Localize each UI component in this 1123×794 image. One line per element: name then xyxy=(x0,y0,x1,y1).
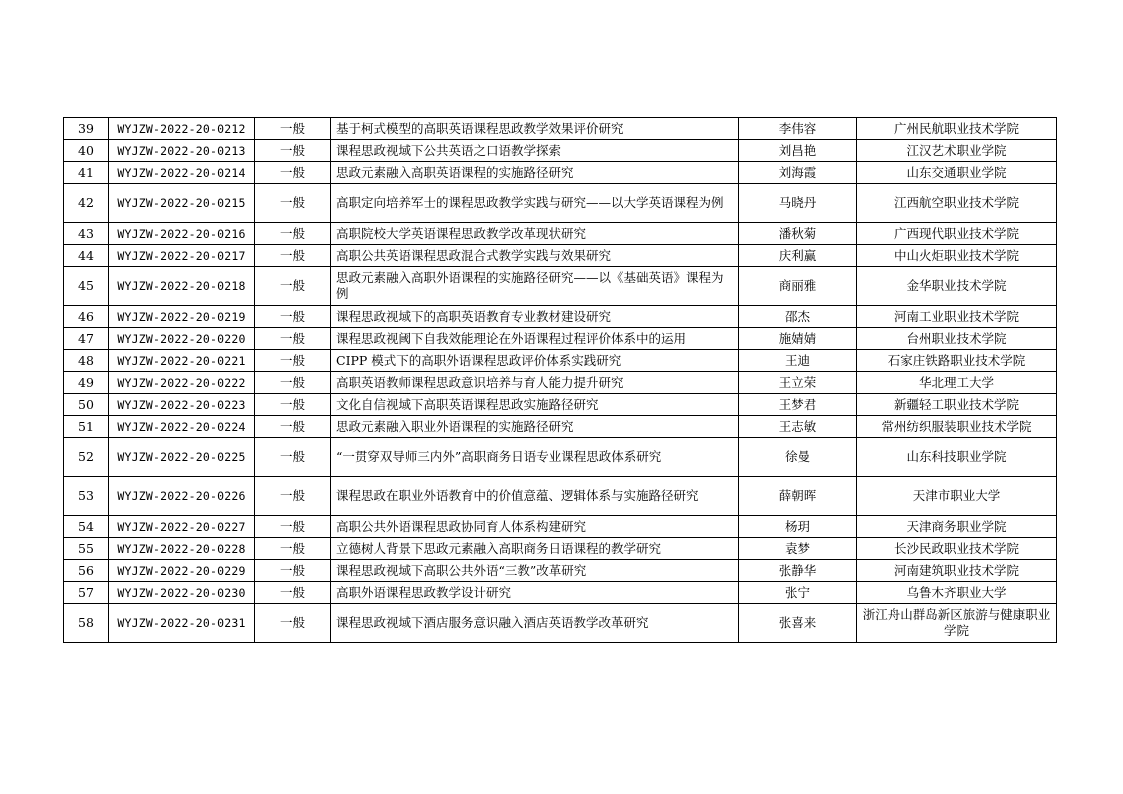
row-number: 47 xyxy=(64,328,109,350)
project-title: 立德树人背景下思政元素融入高职商务日语课程的教学研究 xyxy=(331,538,739,560)
project-institution: 天津商务职业学院 xyxy=(857,516,1057,538)
table-row xyxy=(64,184,1057,223)
project-code: WYJZW-2022-20-0230 xyxy=(109,582,255,604)
project-leader: 施婧婧 xyxy=(739,328,857,350)
project-code: WYJZW-2022-20-0231 xyxy=(109,604,255,643)
row-number: 56 xyxy=(64,560,109,582)
project-leader: 马晓丹 xyxy=(739,184,857,223)
project-institution: 常州纺织服装职业技术学院 xyxy=(857,416,1057,438)
project-institution: 广西现代职业技术学院 xyxy=(857,223,1057,245)
row-number: 54 xyxy=(64,516,109,538)
project-code: WYJZW-2022-20-0224 xyxy=(109,416,255,438)
project-type: 一般 xyxy=(255,306,331,328)
project-leader: 商丽雅 xyxy=(739,267,857,306)
project-type: 一般 xyxy=(255,560,331,582)
project-title: 课程思政视域下公共英语之口语教学探索 xyxy=(331,140,739,162)
project-title: 思政元素融入职业外语课程的实施路径研究 xyxy=(331,416,739,438)
row-number: 50 xyxy=(64,394,109,416)
table-row xyxy=(64,140,1057,162)
row-number: 58 xyxy=(64,604,109,643)
table-row xyxy=(64,267,1057,306)
project-title: 基于柯式模型的高职英语课程思政教学效果评价研究 xyxy=(331,118,739,140)
project-leader: 王志敏 xyxy=(739,416,857,438)
project-type: 一般 xyxy=(255,516,331,538)
project-table-body xyxy=(64,118,1057,643)
project-code: WYJZW-2022-20-0223 xyxy=(109,394,255,416)
project-institution: 浙江舟山群岛新区旅游与健康职业学院 xyxy=(857,604,1057,643)
project-institution: 石家庄铁路职业技术学院 xyxy=(857,350,1057,372)
project-title: 课程思政视域下的高职英语教育专业教材建设研究 xyxy=(331,306,739,328)
project-code: WYJZW-2022-20-0222 xyxy=(109,372,255,394)
project-institution: 山东交通职业学院 xyxy=(857,162,1057,184)
project-code: WYJZW-2022-20-0228 xyxy=(109,538,255,560)
project-code: WYJZW-2022-20-0215 xyxy=(109,184,255,223)
row-number: 42 xyxy=(64,184,109,223)
project-title: 课程思政在职业外语教育中的价值意蕴、逻辑体系与实施路径研究 xyxy=(331,477,739,516)
row-number: 43 xyxy=(64,223,109,245)
project-leader: 邵杰 xyxy=(739,306,857,328)
project-leader: 王立荣 xyxy=(739,372,857,394)
project-type: 一般 xyxy=(255,267,331,306)
project-leader: 张宁 xyxy=(739,582,857,604)
project-leader: 张静华 xyxy=(739,560,857,582)
project-type: 一般 xyxy=(255,394,331,416)
table-row xyxy=(64,118,1057,140)
project-title: 高职院校大学英语课程思政教学改革现状研究 xyxy=(331,223,739,245)
project-leader: 徐曼 xyxy=(739,438,857,477)
project-code: WYJZW-2022-20-0225 xyxy=(109,438,255,477)
table-row xyxy=(64,438,1057,477)
project-code: WYJZW-2022-20-0229 xyxy=(109,560,255,582)
table-row xyxy=(64,416,1057,438)
project-institution: 新疆轻工职业技术学院 xyxy=(857,394,1057,416)
project-leader: 袁梦 xyxy=(739,538,857,560)
row-number: 46 xyxy=(64,306,109,328)
project-institution: 台州职业技术学院 xyxy=(857,328,1057,350)
project-leader: 杨玥 xyxy=(739,516,857,538)
table-row xyxy=(64,306,1057,328)
project-type: 一般 xyxy=(255,372,331,394)
row-number: 51 xyxy=(64,416,109,438)
project-title: 高职公共英语课程思政混合式教学实践与效果研究 xyxy=(331,245,739,267)
project-type: 一般 xyxy=(255,416,331,438)
table-row xyxy=(64,538,1057,560)
project-type: 一般 xyxy=(255,118,331,140)
project-title: 课程思政视域下高职公共外语“三教”改革研究 xyxy=(331,560,739,582)
project-code: WYJZW-2022-20-0212 xyxy=(109,118,255,140)
project-title: 文化自信视域下高职英语课程思政实施路径研究 xyxy=(331,394,739,416)
table-row xyxy=(64,582,1057,604)
project-leader: 王梦君 xyxy=(739,394,857,416)
project-institution: 江汉艺术职业学院 xyxy=(857,140,1057,162)
table-row xyxy=(64,560,1057,582)
project-title: 思政元素融入高职英语课程的实施路径研究 xyxy=(331,162,739,184)
table-row xyxy=(64,394,1057,416)
project-leader: 薛朝晖 xyxy=(739,477,857,516)
project-title: 高职外语课程思政教学设计研究 xyxy=(331,582,739,604)
project-code: WYJZW-2022-20-0226 xyxy=(109,477,255,516)
project-code: WYJZW-2022-20-0219 xyxy=(109,306,255,328)
project-title: 课程思政视域下酒店服务意识融入酒店英语教学改革研究 xyxy=(331,604,739,643)
project-type: 一般 xyxy=(255,538,331,560)
project-type: 一般 xyxy=(255,140,331,162)
project-leader: 李伟容 xyxy=(739,118,857,140)
project-code: WYJZW-2022-20-0214 xyxy=(109,162,255,184)
table-row xyxy=(64,245,1057,267)
table-row xyxy=(64,516,1057,538)
project-code: WYJZW-2022-20-0227 xyxy=(109,516,255,538)
table-row xyxy=(64,223,1057,245)
project-code: WYJZW-2022-20-0220 xyxy=(109,328,255,350)
project-code: WYJZW-2022-20-0221 xyxy=(109,350,255,372)
table-row xyxy=(64,477,1057,516)
project-code: WYJZW-2022-20-0216 xyxy=(109,223,255,245)
project-title: 高职公共外语课程思政协同育人体系构建研究 xyxy=(331,516,739,538)
project-type: 一般 xyxy=(255,477,331,516)
project-institution: 江西航空职业技术学院 xyxy=(857,184,1057,223)
row-number: 53 xyxy=(64,477,109,516)
project-type: 一般 xyxy=(255,328,331,350)
project-type: 一般 xyxy=(255,350,331,372)
row-number: 39 xyxy=(64,118,109,140)
project-title: “一贯穿双导师三内外”高职商务日语专业课程思政体系研究 xyxy=(331,438,739,477)
project-institution: 中山火炬职业技术学院 xyxy=(857,245,1057,267)
project-type: 一般 xyxy=(255,184,331,223)
table-row xyxy=(64,328,1057,350)
project-leader: 庆利赢 xyxy=(739,245,857,267)
table-row xyxy=(64,350,1057,372)
project-leader: 刘昌艳 xyxy=(739,140,857,162)
row-number: 44 xyxy=(64,245,109,267)
project-institution: 乌鲁木齐职业大学 xyxy=(857,582,1057,604)
table-row xyxy=(64,372,1057,394)
project-institution: 天津市职业大学 xyxy=(857,477,1057,516)
project-institution: 河南建筑职业技术学院 xyxy=(857,560,1057,582)
table-row xyxy=(64,162,1057,184)
project-institution: 山东科技职业学院 xyxy=(857,438,1057,477)
project-institution: 河南工业职业技术学院 xyxy=(857,306,1057,328)
project-title: 思政元素融入高职外语课程的实施路径研究——以《基础英语》课程为例 xyxy=(331,267,739,306)
project-code: WYJZW-2022-20-0217 xyxy=(109,245,255,267)
row-number: 41 xyxy=(64,162,109,184)
project-code: WYJZW-2022-20-0213 xyxy=(109,140,255,162)
row-number: 40 xyxy=(64,140,109,162)
row-number: 55 xyxy=(64,538,109,560)
project-leader: 刘海霞 xyxy=(739,162,857,184)
project-type: 一般 xyxy=(255,604,331,643)
project-type: 一般 xyxy=(255,162,331,184)
project-leader: 张喜来 xyxy=(739,604,857,643)
project-type: 一般 xyxy=(255,438,331,477)
table-row xyxy=(64,604,1057,643)
project-institution: 广州民航职业技术学院 xyxy=(857,118,1057,140)
row-number: 57 xyxy=(64,582,109,604)
project-leader: 王迪 xyxy=(739,350,857,372)
project-type: 一般 xyxy=(255,245,331,267)
row-number: 45 xyxy=(64,267,109,306)
row-number: 52 xyxy=(64,438,109,477)
project-institution: 华北理工大学 xyxy=(857,372,1057,394)
project-table xyxy=(63,117,1057,643)
project-title: 课程思政视阈下自我效能理论在外语课程过程评价体系中的运用 xyxy=(331,328,739,350)
project-leader: 潘秋菊 xyxy=(739,223,857,245)
row-number: 49 xyxy=(64,372,109,394)
project-type: 一般 xyxy=(255,582,331,604)
project-institution: 长沙民政职业技术学院 xyxy=(857,538,1057,560)
project-type: 一般 xyxy=(255,223,331,245)
project-title: 高职英语教师课程思政意识培养与育人能力提升研究 xyxy=(331,372,739,394)
project-title: 高职定向培养军士的课程思政教学实践与研究——以大学英语课程为例 xyxy=(331,184,739,223)
project-title: CIPP 模式下的高职外语课程思政评价体系实践研究 xyxy=(331,350,739,372)
project-code: WYJZW-2022-20-0218 xyxy=(109,267,255,306)
project-institution: 金华职业技术学院 xyxy=(857,267,1057,306)
row-number: 48 xyxy=(64,350,109,372)
